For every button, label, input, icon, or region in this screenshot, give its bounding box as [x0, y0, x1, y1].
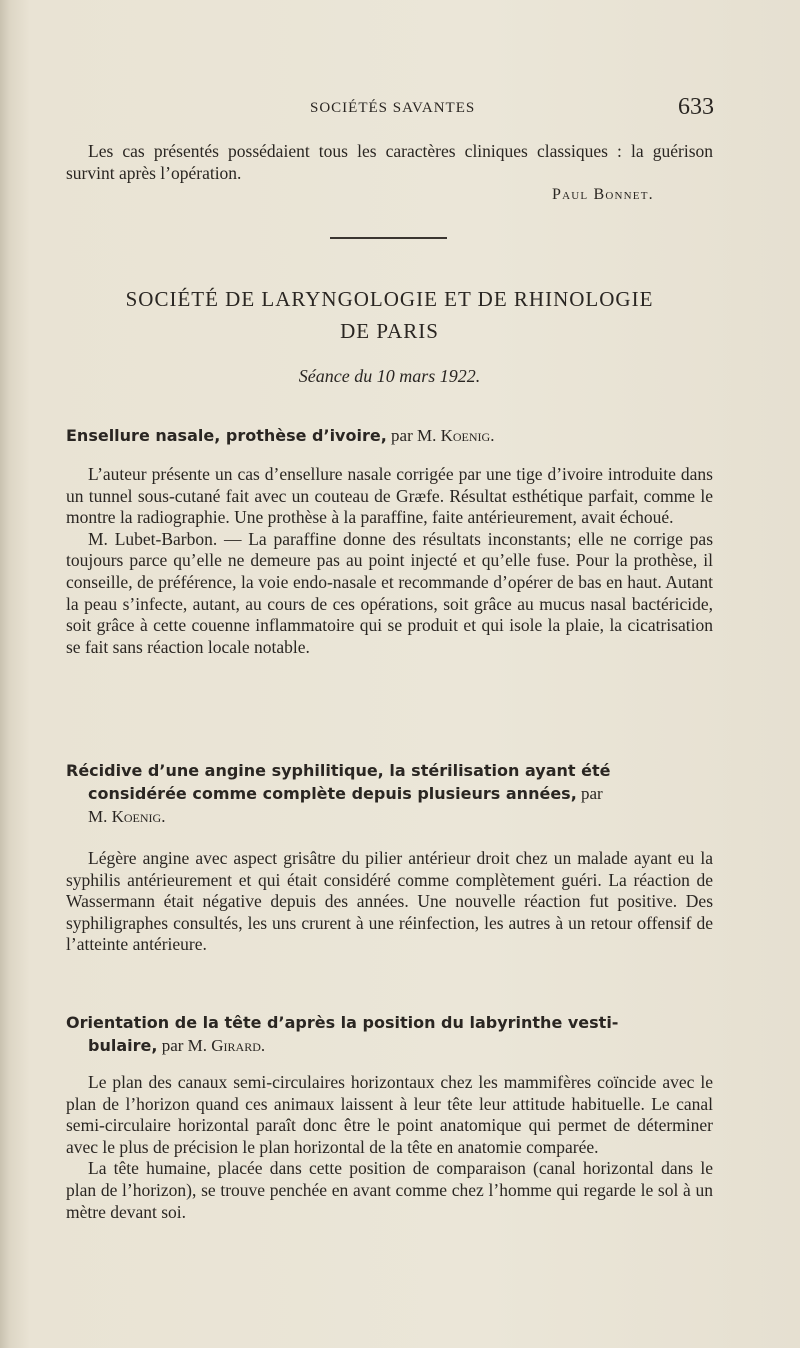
author-name: Koenig.: [440, 426, 495, 445]
author-name: M. Koenig.: [88, 807, 166, 826]
author-prefix: par M.: [391, 426, 437, 445]
article-title-line2: bulaire,: [88, 1036, 158, 1055]
page-header: [0, 96, 800, 126]
society-title-line1: SOCIÉTÉ DE LARYNGOLOGIE ET DE RHINOLOGIE: [125, 287, 654, 311]
page-number: 633: [678, 94, 714, 120]
author-prefix: par M.: [161, 1036, 208, 1055]
author-signature: Paul Bonnet.: [552, 186, 654, 203]
article-body: [66, 1072, 713, 1223]
paragraph: Légère angine avec aspect grisâtre du pilier antérieur droit chez un malade ayant eu la syphilis antérieurement et qui était considéré comme complètement guéri. La réaction de Wassermann était négative depuis des années. Une nouvelle réaction fut positive. Des syphiligraphes consultés, les uns crurent à une réinfection, les autres à un retour offensif de l’atteinte antérieure.: [66, 848, 713, 955]
section-divider: [330, 237, 447, 239]
article-title-line1: Orientation de la tête d’après la position du labyrinthe vesti-: [66, 1013, 619, 1032]
author-name: Girard.: [211, 1036, 266, 1055]
paragraph: M. Lubet-Barbon. — La paraffine donne des résultats inconstants; elle ne corrige pas toujours parce qu’elle ne demeure pas au point injecté et qu’elle fuse. Pour la prothèse, il conseille, de préférence, la voie endo-nasale et recommande d’opérer de bas en haut. Autant la peau s’infecte, autant, au cours de ces opérations, soit grâce au mucus nasal bactéricide, soit grâce à cette couenne inflammatoire qui se produit et qui isole la plaie, la cicatrisation se fait sans réaction locale notable.: [66, 528, 713, 657]
running-title: SOCIÉTÉS SAVANTES: [310, 100, 476, 116]
article-heading: [66, 424, 713, 447]
article-title-line1: Récidive d’une angine syphilitique, la stérilisation ayant été: [66, 761, 611, 780]
paragraph: L’auteur présente un cas d’ensellure nasale corrigée par une tige d’ivoire introduite dans un tunnel sous-cutané fait avec un couteau de Græfe. Résultat esthétique parfait, comme le montre la radiographie. Une prothèse à la paraffine, faite antérieurement, avait échoué.: [66, 464, 713, 528]
session-date: Séance du 10 mars 1922.: [298, 366, 481, 386]
article-body: [66, 848, 713, 956]
society-title-line2: DE PARIS: [340, 319, 439, 343]
intro-paragraph-block: [66, 141, 713, 184]
article-title-line2: considérée comme complète depuis plusieurs années,: [88, 784, 577, 803]
paragraph: La tête humaine, placée dans cette position de comparaison (canal horizontal dans le plan de l’horizon), se trouve penchée en avant comme chez l’homme qui regarde le sol à un mètre devant soi.: [66, 1158, 713, 1222]
intro-paragraph: Les cas présentés possédaient tous les caractères cliniques classiques : la guérison survint après l’opération.: [66, 141, 713, 183]
article-title: Ensellure nasale, prothèse d’ivoire,: [66, 426, 387, 445]
article-heading: [66, 759, 713, 828]
author-prefix: par: [581, 784, 603, 803]
article-heading: [66, 1011, 713, 1057]
article-body: [66, 464, 713, 658]
paragraph: Le plan des canaux semi-circulaires horizontaux chez les mammifères coïncide avec le plan de l’horizon quand ces animaux laissent à leur tête leur attitude habituelle. Le canal semi-circulaire horizontal paraît donc être le point anatomique qui permet de déterminer avec le plus de précision le plan horizontal de la tête en anatomie comparée.: [66, 1072, 713, 1157]
